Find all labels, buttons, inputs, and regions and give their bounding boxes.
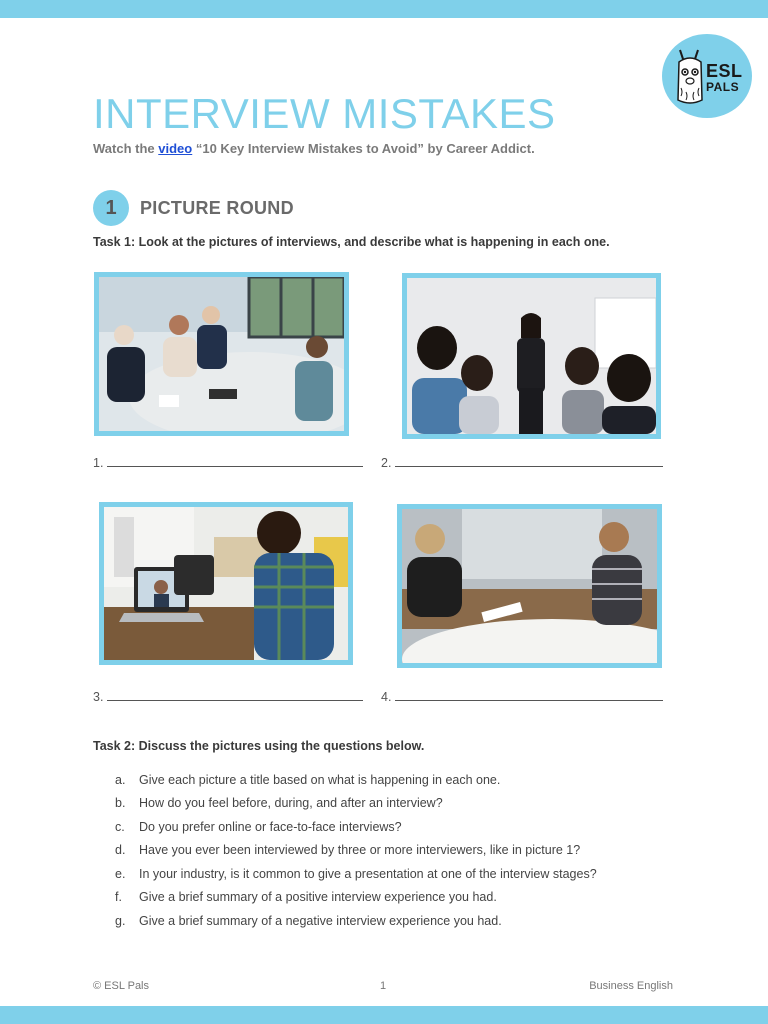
answer-line-2[interactable]: [381, 456, 663, 470]
answer-number: 3.: [93, 690, 104, 704]
footer-category: Business English: [589, 980, 673, 992]
subtitle-suffix: “10 Key Interview Mistakes to Avoid” by Career Addict.: [195, 141, 535, 156]
answer-line-1[interactable]: [93, 456, 363, 470]
bottom-accent-bar: [0, 1006, 768, 1024]
section-title: PICTURE ROUND: [140, 198, 294, 218]
list-item: a. Give each picture a title based on what is happening in each one.: [115, 772, 501, 787]
answer-number: 1.: [93, 456, 104, 470]
page-title: INTERVIEW MISTAKES: [93, 90, 556, 137]
list-item: e. In your industry, is it common to give a presentation at one of the interview stages?: [115, 866, 597, 881]
subtitle-prefix: Watch the: [93, 141, 155, 156]
photo-presentation: [402, 273, 661, 439]
video-link[interactable]: video: [158, 141, 193, 156]
answer-number: 2.: [381, 456, 392, 470]
esl-pals-logo: [662, 34, 752, 118]
photo-face-to-face-interview: [397, 504, 662, 668]
photo-panel-interview: [94, 272, 349, 436]
answer-line-4[interactable]: [381, 690, 663, 704]
photo-online-interview: [99, 502, 353, 665]
answer-line-3[interactable]: [93, 690, 363, 704]
logo-text-esl: ESL: [706, 61, 743, 81]
answer-number: 4.: [381, 690, 392, 704]
footer-copyright: © ESL Pals: [93, 980, 149, 992]
section-number-badge: 1: [93, 190, 129, 226]
task2-instruction: Task 2: Discuss the pictures using the questions below.: [93, 739, 425, 753]
footer-page-number: 1: [380, 980, 387, 992]
list-item: b. How do you feel before, during, and after an interview?: [115, 796, 443, 811]
list-item: c. Do you prefer online or face-to-face interviews?: [115, 819, 402, 834]
logo-text-pals: PALS: [706, 80, 740, 94]
list-item: g. Give a brief summary of a negative interview experience you had.: [115, 913, 502, 928]
top-accent-bar: [0, 0, 768, 18]
discussion-questions: [115, 768, 597, 933]
list-item: d. Have you ever been interviewed by three or more interviewers, like in picture 1?: [115, 843, 581, 858]
llama-icon: [672, 48, 708, 106]
subtitle: [93, 141, 535, 156]
list-item: f. Give a brief summary of a positive interview experience you had.: [115, 890, 497, 905]
task1-instruction: Task 1: Look at the pictures of interviews, and describe what is happening in each one.: [93, 235, 610, 249]
